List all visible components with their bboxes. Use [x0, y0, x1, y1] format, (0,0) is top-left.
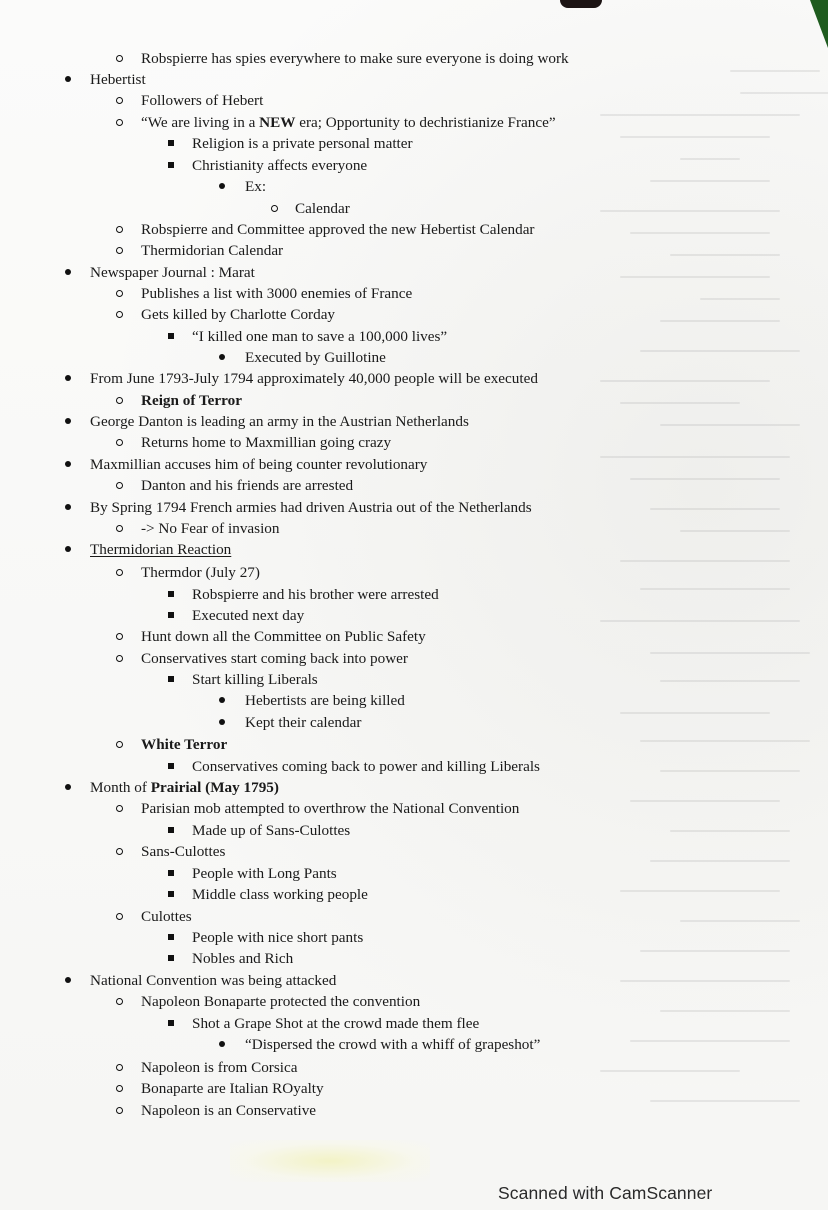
outline-item-level-0 — [0, 539, 620, 560]
text-segment: Executed by Guillotine — [245, 349, 386, 366]
outline-item-text — [245, 1034, 540, 1055]
text-segment: Religion is a private personal matter — [192, 135, 413, 152]
outline-item-level-1 — [0, 475, 620, 496]
outline-item-level-2 — [0, 155, 620, 176]
outline-item-level-1 — [0, 390, 620, 411]
outline-item-text — [295, 198, 350, 219]
text-segment: Napoleon is from Corsica — [141, 1059, 298, 1076]
circle-bullet-icon — [113, 991, 125, 1012]
text-segment: era; Opportunity to dechristianize France” — [295, 114, 556, 131]
disc-bullet-icon — [62, 777, 74, 798]
scan-artifact-corner — [810, 0, 828, 48]
disc-bullet-icon — [62, 539, 74, 560]
outline-item-level-2 — [0, 326, 620, 347]
text-segment: “I killed one man to save a 100,000 lives” — [192, 328, 448, 345]
square-bullet-icon — [165, 927, 177, 948]
outline-item-level-1 — [0, 304, 620, 325]
text-segment: Bonaparte are Italian ROyalty — [141, 1080, 324, 1097]
disc-bullet-icon — [216, 347, 228, 368]
outline-item-text — [141, 283, 412, 304]
outline-item-text — [90, 368, 538, 389]
outline-item-level-0 — [0, 411, 620, 432]
square-bullet-icon — [165, 133, 177, 154]
disc-bullet-icon — [62, 454, 74, 475]
text-segment: Followers of Hebert — [141, 92, 264, 109]
outline-item-level-1 — [0, 906, 620, 927]
outline-item-text — [192, 948, 293, 969]
text-segment: Nobles and Rich — [192, 950, 294, 967]
outline-item-level-0 — [0, 454, 620, 475]
outline-item-text — [192, 605, 304, 626]
outline-item-text — [192, 927, 363, 948]
square-bullet-icon — [165, 820, 177, 841]
text-segment: Shot a Grape Shot at the crowd made them flee — [192, 1015, 480, 1032]
disc-bullet-icon — [216, 1034, 228, 1055]
outline-item-level-1 — [0, 518, 620, 539]
outline-item-level-0 — [0, 69, 620, 90]
circle-bullet-icon — [113, 734, 125, 755]
text-segment: Parisian mob attempted to overthrow the National Convention — [141, 800, 520, 817]
text-segment: From June 1793-July 1794 approximately 40,000 people will be executed — [90, 370, 538, 387]
circle-bullet-icon — [113, 48, 125, 69]
outline-item-text — [245, 712, 361, 733]
outline-item-text — [141, 219, 535, 240]
circle-bullet-icon — [113, 562, 125, 583]
square-bullet-icon — [165, 326, 177, 347]
outline-item-level-3 — [0, 690, 620, 711]
disc-bullet-icon — [216, 176, 228, 197]
square-bullet-icon — [165, 756, 177, 777]
text-segment: Danton and his friends are arrested — [141, 477, 354, 494]
outline-item-level-1 — [0, 648, 620, 669]
square-bullet-icon — [165, 948, 177, 969]
outline-item-text — [192, 884, 368, 905]
outline-item-level-1 — [0, 432, 620, 453]
text-segment: Hebertists are being killed — [245, 692, 405, 709]
disc-bullet-icon — [62, 368, 74, 389]
circle-bullet-icon — [113, 1078, 125, 1099]
text-segment: “We are living in a — [141, 114, 260, 131]
text-segment: Culottes — [141, 908, 192, 925]
text-segment: Thermidorian Calendar — [141, 242, 284, 259]
square-bullet-icon — [165, 669, 177, 690]
outline-item-text — [192, 669, 318, 690]
text-segment: -> No Fear of invasion — [141, 520, 280, 537]
outline-item-level-0 — [0, 497, 620, 518]
text-segment: Calendar — [295, 200, 350, 217]
text-segment: Month of — [90, 779, 151, 796]
square-bullet-icon — [165, 884, 177, 905]
outline-item-level-1 — [0, 734, 620, 755]
text-segment: George Danton is leading an army in the Austrian Netherlands — [90, 413, 469, 430]
disc-bullet-icon — [62, 497, 74, 518]
outline-item-level-1 — [0, 48, 620, 69]
outline-item-level-2 — [0, 820, 620, 841]
outline-item-text — [141, 734, 227, 755]
outline-item-text — [141, 1057, 297, 1078]
outline-item-level-1 — [0, 112, 620, 133]
outline-item-text — [141, 112, 556, 133]
outline-item-text — [245, 347, 386, 368]
outline-item-text — [141, 90, 263, 111]
outline-item-text — [192, 756, 540, 777]
text-segment: Kept their calendar — [245, 714, 362, 731]
outline-item-text — [192, 1013, 479, 1034]
circle-bullet-icon — [113, 283, 125, 304]
circle-bullet-icon — [113, 390, 125, 411]
circle-bullet-icon — [268, 198, 280, 219]
outline-item-text — [90, 497, 532, 518]
text-segment: Thermdor (July 27) — [141, 564, 260, 581]
outline-item-text — [141, 475, 353, 496]
circle-bullet-icon — [113, 798, 125, 819]
outline-item-level-3 — [0, 712, 620, 733]
outline-item-level-1 — [0, 240, 620, 261]
text-segment: Conservatives coming back to power and killing Liberals — [192, 758, 540, 775]
square-bullet-icon — [165, 863, 177, 884]
disc-bullet-icon — [62, 970, 74, 991]
circle-bullet-icon — [113, 90, 125, 111]
outline-item-level-0 — [0, 368, 620, 389]
outline-item-text — [141, 48, 569, 69]
circle-bullet-icon — [113, 432, 125, 453]
text-segment: Maxmillian accuses him of being counter revolutionary — [90, 456, 428, 473]
outline-item-level-2 — [0, 863, 620, 884]
outline-item-text — [192, 863, 337, 884]
outline-item-level-0 — [0, 777, 620, 798]
highlighter-smudge — [230, 1140, 430, 1182]
outline-item-text — [141, 906, 192, 927]
text-segment: Hebertist — [90, 71, 146, 88]
outline-item-text — [245, 176, 266, 197]
outline-item-level-2 — [0, 133, 620, 154]
outline-item-text — [141, 626, 426, 647]
text-segment: Publishes a list with 3000 enemies of France — [141, 285, 413, 302]
circle-bullet-icon — [113, 112, 125, 133]
outline-item-level-1 — [0, 562, 620, 583]
text-segment: National Convention was being attacked — [90, 972, 337, 989]
outline-item-level-1 — [0, 219, 620, 240]
disc-bullet-icon — [216, 690, 228, 711]
bold-text: NEW — [259, 114, 296, 131]
outline-item-text — [141, 432, 391, 453]
underlined-heading: Thermidorian Reaction — [90, 541, 232, 558]
text-segment: Executed next day — [192, 607, 305, 624]
camscanner-watermark: Scanned with CamScanner — [498, 1183, 713, 1203]
outline-item-text — [90, 411, 469, 432]
outline-item-level-0 — [0, 970, 620, 991]
text-segment: Ex: — [245, 178, 267, 195]
text-segment: Napoleon is an Conservative — [141, 1102, 317, 1119]
outline-item-level-2 — [0, 756, 620, 777]
outline-item-level-2 — [0, 884, 620, 905]
disc-bullet-icon — [62, 69, 74, 90]
outline-item-text — [141, 648, 408, 669]
disc-bullet-icon — [62, 262, 74, 283]
outline-item-text — [141, 390, 242, 411]
outline-item-text — [141, 991, 420, 1012]
scan-artifact-top — [560, 0, 602, 8]
outline-item-text — [141, 1078, 324, 1099]
outline-item-text — [90, 69, 146, 90]
outline-item-level-1 — [0, 90, 620, 111]
outline-item-text — [90, 539, 231, 560]
text-segment: Robspierre has spies everywhere to make sure everyone is doing work — [141, 50, 569, 67]
text-segment: People with nice short pants — [192, 929, 364, 946]
outline-item-level-3 — [0, 1034, 620, 1055]
outline-item-level-3 — [0, 347, 620, 368]
text-segment: “Dispersed the crowd with a whiff of grapeshot” — [245, 1036, 541, 1053]
outline-item-text — [141, 518, 279, 539]
outline-item-level-0 — [0, 262, 620, 283]
outline-item-level-1 — [0, 1100, 620, 1121]
outline-item-level-1 — [0, 991, 620, 1012]
circle-bullet-icon — [113, 841, 125, 862]
text-segment: By Spring 1794 French armies had driven Austria out of the Netherlands — [90, 499, 532, 516]
outline-item-level-1 — [0, 798, 620, 819]
text-segment: Start killing Liberals — [192, 671, 318, 688]
square-bullet-icon — [165, 605, 177, 626]
circle-bullet-icon — [113, 240, 125, 261]
outline-item-text — [90, 777, 279, 798]
circle-bullet-icon — [113, 475, 125, 496]
bold-text: Reign of Terror — [141, 392, 242, 409]
outline-item-level-1 — [0, 841, 620, 862]
circle-bullet-icon — [113, 304, 125, 325]
text-segment: Robspierre and his brother were arrested — [192, 586, 439, 603]
text-segment: Middle class working people — [192, 886, 368, 903]
text-segment: Conservatives start coming back into power — [141, 650, 408, 667]
bold-text: White Terror — [141, 736, 228, 753]
circle-bullet-icon — [113, 1100, 125, 1121]
outline-item-text — [192, 820, 350, 841]
outline-item-text — [141, 304, 335, 325]
square-bullet-icon — [165, 1013, 177, 1034]
outline-item-text — [192, 155, 367, 176]
outline-item-text — [141, 562, 260, 583]
text-segment: Robspierre and Committee approved the new Hebertist Calendar — [141, 221, 535, 238]
outline-item-level-2 — [0, 948, 620, 969]
text-segment: Made up of Sans-Culottes — [192, 822, 351, 839]
circle-bullet-icon — [113, 1057, 125, 1078]
circle-bullet-icon — [113, 626, 125, 647]
text-segment: Christianity affects everyone — [192, 157, 368, 174]
outline-item-text — [245, 690, 405, 711]
outline-item-level-1 — [0, 1057, 620, 1078]
disc-bullet-icon — [62, 411, 74, 432]
text-segment: Returns home to Maxmillian going crazy — [141, 434, 392, 451]
outline-item-level-1 — [0, 1078, 620, 1099]
disc-bullet-icon — [216, 712, 228, 733]
text-segment: People with Long Pants — [192, 865, 337, 882]
circle-bullet-icon — [113, 648, 125, 669]
outline-item-level-2 — [0, 669, 620, 690]
text-segment: Sans-Culottes — [141, 843, 226, 860]
outline-item-text — [192, 133, 413, 154]
circle-bullet-icon — [113, 518, 125, 539]
outline-item-level-3 — [0, 176, 620, 197]
text-segment: Hunt down all the Committee on Public Safety — [141, 628, 426, 645]
outline-item-level-2 — [0, 584, 620, 605]
text-segment: Gets killed by Charlotte Corday — [141, 306, 336, 323]
outline-item-text — [141, 240, 283, 261]
outline-item-level-2 — [0, 1013, 620, 1034]
text-segment: Newspaper Journal : Marat — [90, 264, 255, 281]
outline-item-text — [90, 970, 336, 991]
circle-bullet-icon — [113, 906, 125, 927]
outline-item-text — [90, 454, 427, 475]
square-bullet-icon — [165, 155, 177, 176]
outline-item-level-2 — [0, 927, 620, 948]
outline-item-level-1 — [0, 626, 620, 647]
outline-item-level-4 — [0, 198, 620, 219]
bold-text: Prairial (May 1795) — [150, 779, 279, 796]
outline-item-text — [141, 1100, 316, 1121]
outline-item-text — [141, 841, 225, 862]
outline-item-text — [90, 262, 255, 283]
outline-item-text — [192, 326, 447, 347]
outline-item-text — [141, 798, 519, 819]
text-segment: Napoleon Bonaparte protected the convention — [141, 993, 421, 1010]
circle-bullet-icon — [113, 219, 125, 240]
outline-item-text — [192, 584, 439, 605]
square-bullet-icon — [165, 584, 177, 605]
outline-item-level-1 — [0, 283, 620, 304]
outline-item-level-2 — [0, 605, 620, 626]
